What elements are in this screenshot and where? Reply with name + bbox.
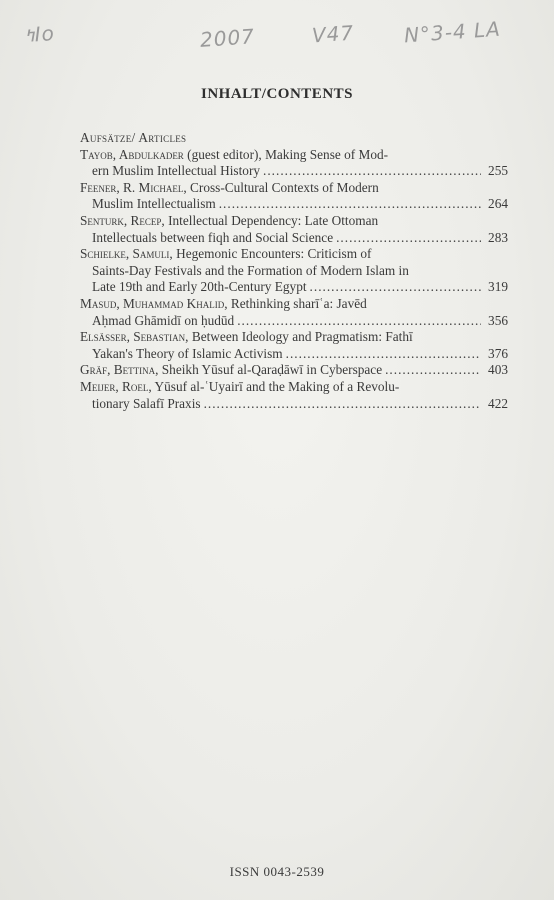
toc-entry	[80, 147, 508, 180]
entry-page: 319	[488, 279, 508, 295]
entry-title-line: Hegemonic Encounters: Criticism of	[176, 246, 372, 262]
handwritten-volume: V47	[311, 20, 355, 48]
leader-dots	[286, 346, 481, 363]
toc-entry	[80, 379, 508, 412]
entry-title-line: Yakan's Theory of Islamic Activism	[92, 345, 283, 361]
entry-title-line: Aḥmad Ghāmidī on ḥudūd	[92, 312, 235, 328]
entry-page: 255	[488, 163, 508, 179]
page-title: INHALT/CONTENTS	[201, 86, 353, 102]
entry-page: 422	[488, 395, 508, 411]
leader-dots	[219, 196, 481, 213]
handwritten-issue: N°3-4 LA	[403, 16, 502, 48]
entry-title-line: Cross-Cultural Contexts of Modern	[190, 179, 379, 195]
entry-title-line: Yūsuf al-ʿUyairī and the Making of a Revolu-	[154, 378, 400, 394]
entry-page: 264	[488, 196, 508, 212]
entry-author: Feener, R. Michael,	[80, 179, 187, 195]
entry-title-line: ern Muslim Intellectual History	[92, 163, 261, 179]
leader-dots	[336, 230, 481, 247]
toc-entry	[80, 213, 508, 246]
entry-title-line: Intellectual Dependency: Late Ottoman	[168, 212, 379, 228]
leader-dots	[204, 396, 481, 413]
entry-title-line: Late 19th and Early 20th-Century Egypt	[92, 279, 307, 295]
handwritten-year: 2007	[199, 24, 256, 52]
issn-number: ISSN 0043-2539	[229, 864, 325, 879]
handwritten-note: ߤIo	[23, 20, 56, 48]
entry-author: Senturk, Recep,	[80, 212, 165, 228]
toc-entry	[80, 362, 508, 379]
table-of-contents	[80, 130, 508, 412]
entry-title-line: (guest editor), Making Sense of Mod-	[187, 146, 389, 162]
leader-dots	[310, 279, 481, 296]
entry-title-line: Saints-Day Festivals and the Formation of Modern Islam in	[92, 262, 409, 278]
entry-title-line: Muslim Intellectualism	[92, 196, 216, 212]
entry-title-line: Intellectuals between fiqh and Social Science	[92, 229, 334, 245]
leader-dots	[263, 163, 481, 180]
entry-author: Meijer, Roel,	[80, 378, 152, 394]
entry-title-line: tionary Salafī Praxis	[92, 395, 201, 411]
entry-page: 283	[488, 229, 508, 245]
toc-entry	[80, 296, 508, 329]
entry-author: Masud, Muhammad Khalid,	[80, 295, 228, 311]
toc-entry	[80, 329, 508, 362]
entry-title-line: Between Ideology and Pragmatism: Fathī	[191, 329, 413, 345]
entry-title-line: Sheikh Yūsuf al-Qaraḍāwī in Cyberspace	[161, 362, 383, 378]
entry-page: 403	[488, 362, 508, 378]
entry-page: 376	[488, 345, 508, 361]
section-heading: Aufsätze/ Articles	[80, 130, 187, 145]
leader-dots	[385, 362, 481, 379]
leader-dots	[237, 313, 481, 330]
toc-entry	[80, 246, 508, 296]
entry-author: Gräf, Bettina,	[80, 362, 159, 378]
entry-author: Tayob, Abdulkader	[80, 146, 184, 162]
entry-title-line: Rethinking sharīʿa: Javēd	[230, 295, 367, 311]
entry-page: 356	[488, 312, 508, 328]
entry-author: Schielke, Samuli,	[80, 246, 173, 262]
toc-entry	[80, 180, 508, 213]
entry-author: Elsässer, Sebastian,	[80, 329, 189, 345]
